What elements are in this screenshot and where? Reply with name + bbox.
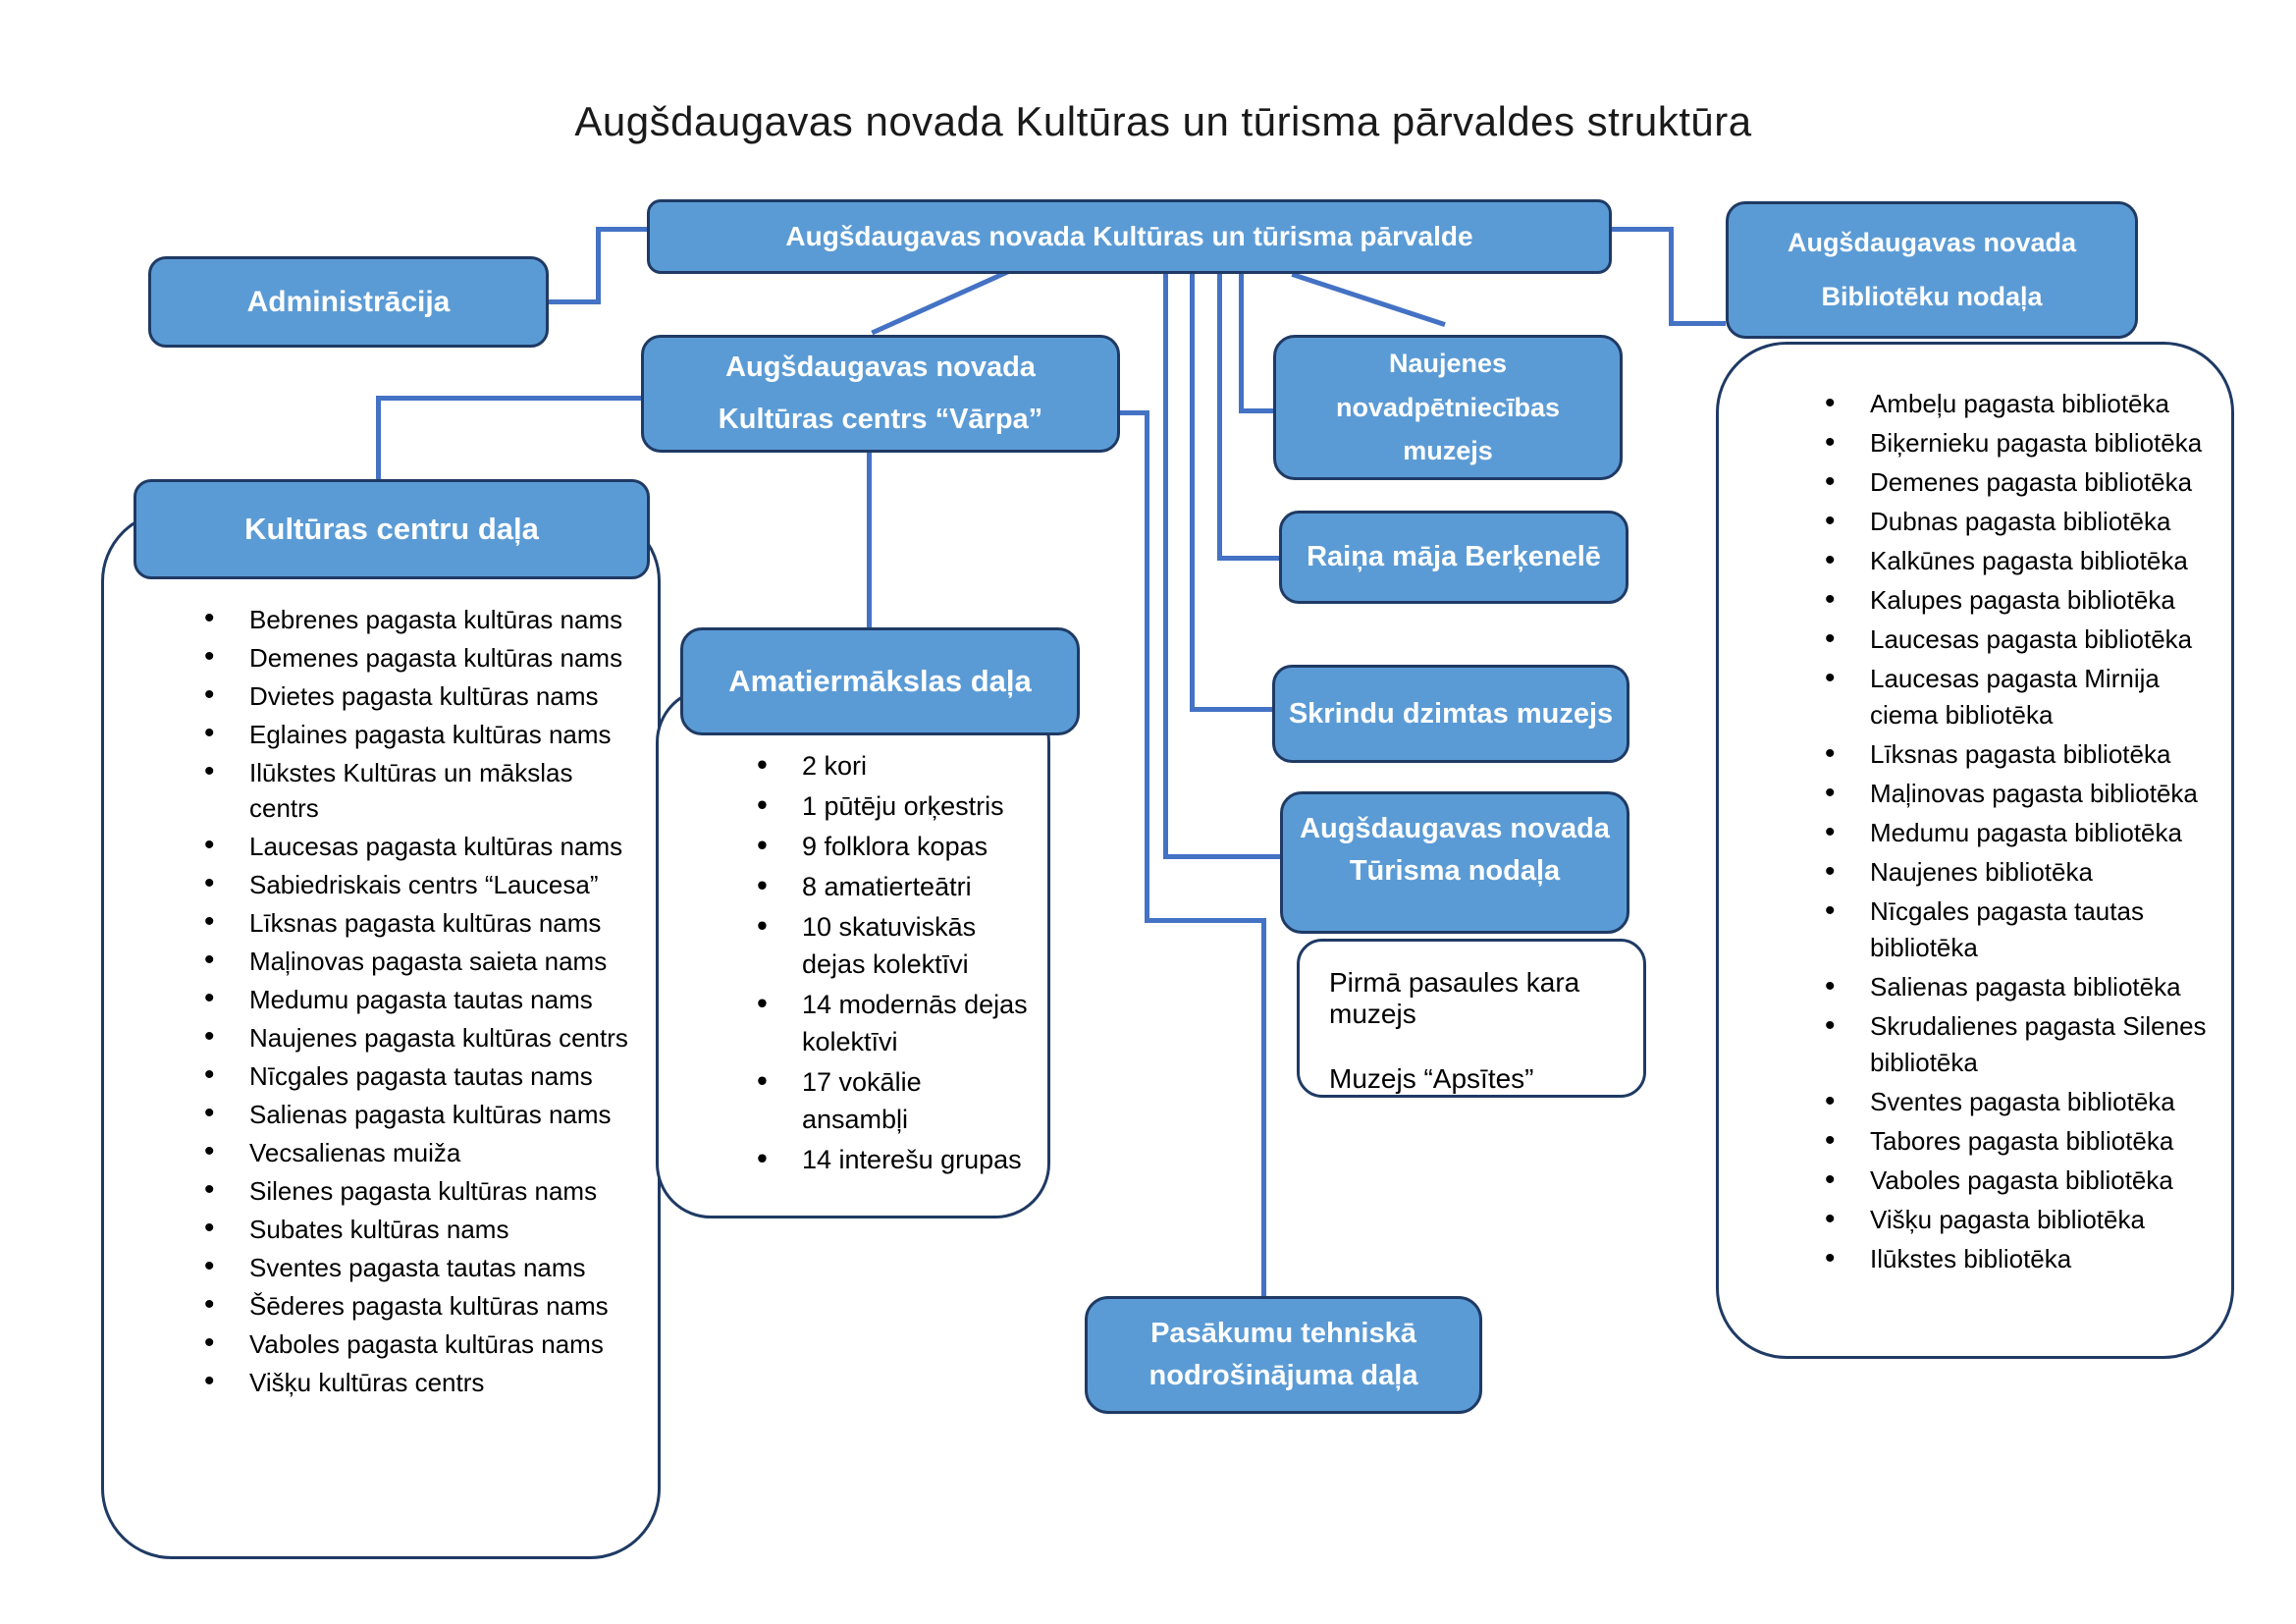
list-item: • Medumu pagasta bibliotēka bbox=[1823, 815, 2212, 851]
connector bbox=[1291, 272, 1445, 327]
list-item: • Sabiedriskais centrs “Laucesa” bbox=[202, 867, 628, 902]
list-item: • Salienas pagasta bibliotēka bbox=[1823, 969, 2212, 1005]
connector bbox=[1163, 274, 1168, 859]
list-item: • Nīcgales pagasta tautas nams bbox=[202, 1058, 628, 1094]
varpa-box bbox=[641, 335, 1120, 453]
list-item: • Šēderes pagasta kultūras nams bbox=[202, 1288, 628, 1324]
connector bbox=[596, 227, 647, 232]
connector bbox=[1669, 227, 1674, 326]
connector bbox=[1261, 918, 1266, 1296]
list-item: • Biķernieku pagasta bibliotēka bbox=[1823, 425, 2212, 461]
list-item: • Vecsalienas muiža bbox=[202, 1135, 628, 1170]
turisma-nodala-box bbox=[1280, 791, 1629, 934]
skrindu-muzejs-box bbox=[1272, 665, 1629, 763]
list-item: • Maļinovas pagasta saieta nams bbox=[202, 944, 628, 979]
connector bbox=[867, 451, 872, 627]
administracija-box bbox=[148, 256, 549, 348]
list-item: • Demenes pagasta kultūras nams bbox=[202, 640, 628, 676]
list-item: • Kalkūnes pagasta bibliotēka bbox=[1823, 543, 2212, 579]
list-item: • Sventes pagasta tautas nams bbox=[202, 1250, 628, 1285]
biblioteku-label-line2: Bibliotēku nodaļa bbox=[1821, 282, 2043, 311]
list-item: • Vaboles pagasta kultūras nams bbox=[202, 1326, 628, 1362]
administracija-label: Administrācija bbox=[246, 285, 451, 318]
list-item: • Tabores pagasta bibliotēka bbox=[1823, 1123, 2212, 1160]
list-item: • Dvietes pagasta kultūras nams bbox=[202, 678, 628, 714]
list-item: • Sventes pagasta bibliotēka bbox=[1823, 1084, 2212, 1120]
biblioteku-nodala-box bbox=[1726, 201, 2138, 339]
bibliotekas-list bbox=[1823, 386, 2212, 1277]
list-item: • 14 interešu grupas bbox=[755, 1141, 1028, 1178]
list-item: • Medumu pagasta tautas nams bbox=[202, 982, 628, 1017]
list-item: • Laucesas pagasta bibliotēka bbox=[1823, 622, 2212, 658]
connector bbox=[1612, 227, 1674, 232]
list-item: • 2 kori bbox=[755, 747, 1028, 785]
connector bbox=[596, 227, 601, 304]
list-item: • Subates kultūras nams bbox=[202, 1212, 628, 1247]
list-item: • Silenes pagasta kultūras nams bbox=[202, 1173, 628, 1209]
list-item: • Ambeļu pagasta bibliotēka bbox=[1823, 386, 2212, 422]
kara-muzejs-apsites-box bbox=[1297, 939, 1646, 1098]
connector bbox=[1163, 854, 1282, 859]
list-item: • Skrudalienes pagasta Silenes bibliotēka bbox=[1823, 1008, 2212, 1081]
naujenes-muzejs-box bbox=[1273, 335, 1623, 480]
naujenes-muzejs-label: Naujenes novadpētniecības muzejs bbox=[1335, 349, 1561, 466]
list-item: • Bebrenes pagasta kultūras nams bbox=[202, 602, 628, 637]
list-item: • Vaboles pagasta bibliotēka bbox=[1823, 1163, 2212, 1199]
list-item: • Laucesas pagasta Mirnija ciema bibliotēka bbox=[1823, 661, 2212, 733]
page-title: Augšdaugavas novada Kultūras un tūrisma pārvaldes struktūra bbox=[574, 98, 1752, 144]
amatiermakslas-dala-label: Amatiermākslas daļa bbox=[728, 664, 1032, 698]
kara-muzejs-label: Pirmā pasaules kara muzejs bbox=[1329, 967, 1580, 1029]
list-item: • Dubnas pagasta bibliotēka bbox=[1823, 504, 2212, 540]
connector bbox=[1145, 918, 1266, 923]
varpa-label-line2: Kultūras centrs “Vārpa” bbox=[718, 404, 1043, 435]
connector bbox=[1190, 707, 1274, 712]
connector bbox=[1217, 274, 1222, 561]
list-item: • Laucesas pagasta kultūras nams bbox=[202, 829, 628, 864]
list-item: • Ilūkstes Kultūras un mākslas centrs bbox=[202, 755, 628, 826]
raina-maja-box bbox=[1279, 511, 1629, 604]
parvalde-label: Augšdaugavas novada Kultūras un tūrisma pārvalde bbox=[785, 221, 1473, 251]
connector bbox=[1190, 274, 1195, 712]
list-item: • Līksnas pagasta kultūras nams bbox=[202, 905, 628, 941]
connector bbox=[1239, 408, 1275, 413]
kulturas-centru-dala-box bbox=[133, 479, 650, 579]
turisma-label-line2: Tūrisma nodaļa bbox=[1349, 854, 1561, 887]
connector bbox=[549, 299, 601, 304]
connector bbox=[871, 269, 1009, 335]
kulturas-centru-list bbox=[202, 602, 628, 1400]
connector bbox=[1217, 556, 1281, 561]
amatiermaksla-list-container bbox=[656, 687, 1050, 1218]
connector bbox=[1145, 410, 1149, 923]
list-item: • 17 vokālie ansambļi bbox=[755, 1063, 1028, 1138]
list-item: • 9 folklora kopas bbox=[755, 828, 1028, 865]
bibliotekas-list-container bbox=[1716, 342, 2234, 1359]
apsites-muzejs-label: Muzejs “Apsītes” bbox=[1329, 1063, 1534, 1094]
pasakumu-box bbox=[1085, 1296, 1482, 1414]
list-item: • Eglaines pagasta kultūras nams bbox=[202, 717, 628, 752]
biblioteku-label-line1: Augšdaugavas novada bbox=[1787, 228, 2077, 257]
list-item: • Kalupes pagasta bibliotēka bbox=[1823, 582, 2212, 619]
connector bbox=[376, 396, 381, 479]
list-item: • Višķu pagasta bibliotēka bbox=[1823, 1202, 2212, 1238]
list-item: • Demenes pagasta bibliotēka bbox=[1823, 464, 2212, 501]
raina-maja-label: Raiņa māja Berķenelē bbox=[1307, 541, 1601, 572]
list-item: • 14 modernās dejas kolektīvi bbox=[755, 986, 1028, 1060]
list-item: • Višķu kultūras centrs bbox=[202, 1365, 628, 1400]
kulturas-centru-list-container bbox=[101, 511, 661, 1559]
varpa-label-line1: Augšdaugavas novada bbox=[725, 352, 1036, 383]
parvalde-box bbox=[647, 199, 1612, 274]
list-item: • 8 amatierteātri bbox=[755, 868, 1028, 905]
list-item: • 10 skatuviskās dejas kolektīvi bbox=[755, 908, 1028, 983]
list-item: • Salienas pagasta kultūras nams bbox=[202, 1097, 628, 1132]
pasakumu-label: Pasākumu tehniskā nodrošinājuma daļa bbox=[1148, 1317, 1418, 1391]
list-item: • 1 pūtēju orķestris bbox=[755, 787, 1028, 825]
turisma-label-line1: Augšdaugavas novada bbox=[1300, 812, 1610, 844]
skrindu-muzejs-label: Skrindu dzimtas muzejs bbox=[1288, 697, 1614, 730]
list-item: • Maļinovas pagasta bibliotēka bbox=[1823, 776, 2212, 812]
amatiermaksla-list bbox=[755, 747, 1028, 1178]
list-item: • Nīcgales pagasta tautas bibliotēka bbox=[1823, 893, 2212, 966]
connector bbox=[1669, 321, 1726, 326]
amatiermakslas-dala-box bbox=[680, 627, 1080, 735]
list-item: • Naujenes bibliotēka bbox=[1823, 854, 2212, 891]
list-item: • Ilūkstes bibliotēka bbox=[1823, 1241, 2212, 1277]
connector bbox=[1239, 274, 1244, 413]
kulturas-centru-dala-label: Kultūras centru daļa bbox=[244, 512, 539, 546]
list-item: • Naujenes pagasta kultūras centrs bbox=[202, 1020, 628, 1056]
connector bbox=[376, 396, 641, 401]
list-item: • Līksnas pagasta bibliotēka bbox=[1823, 736, 2212, 773]
